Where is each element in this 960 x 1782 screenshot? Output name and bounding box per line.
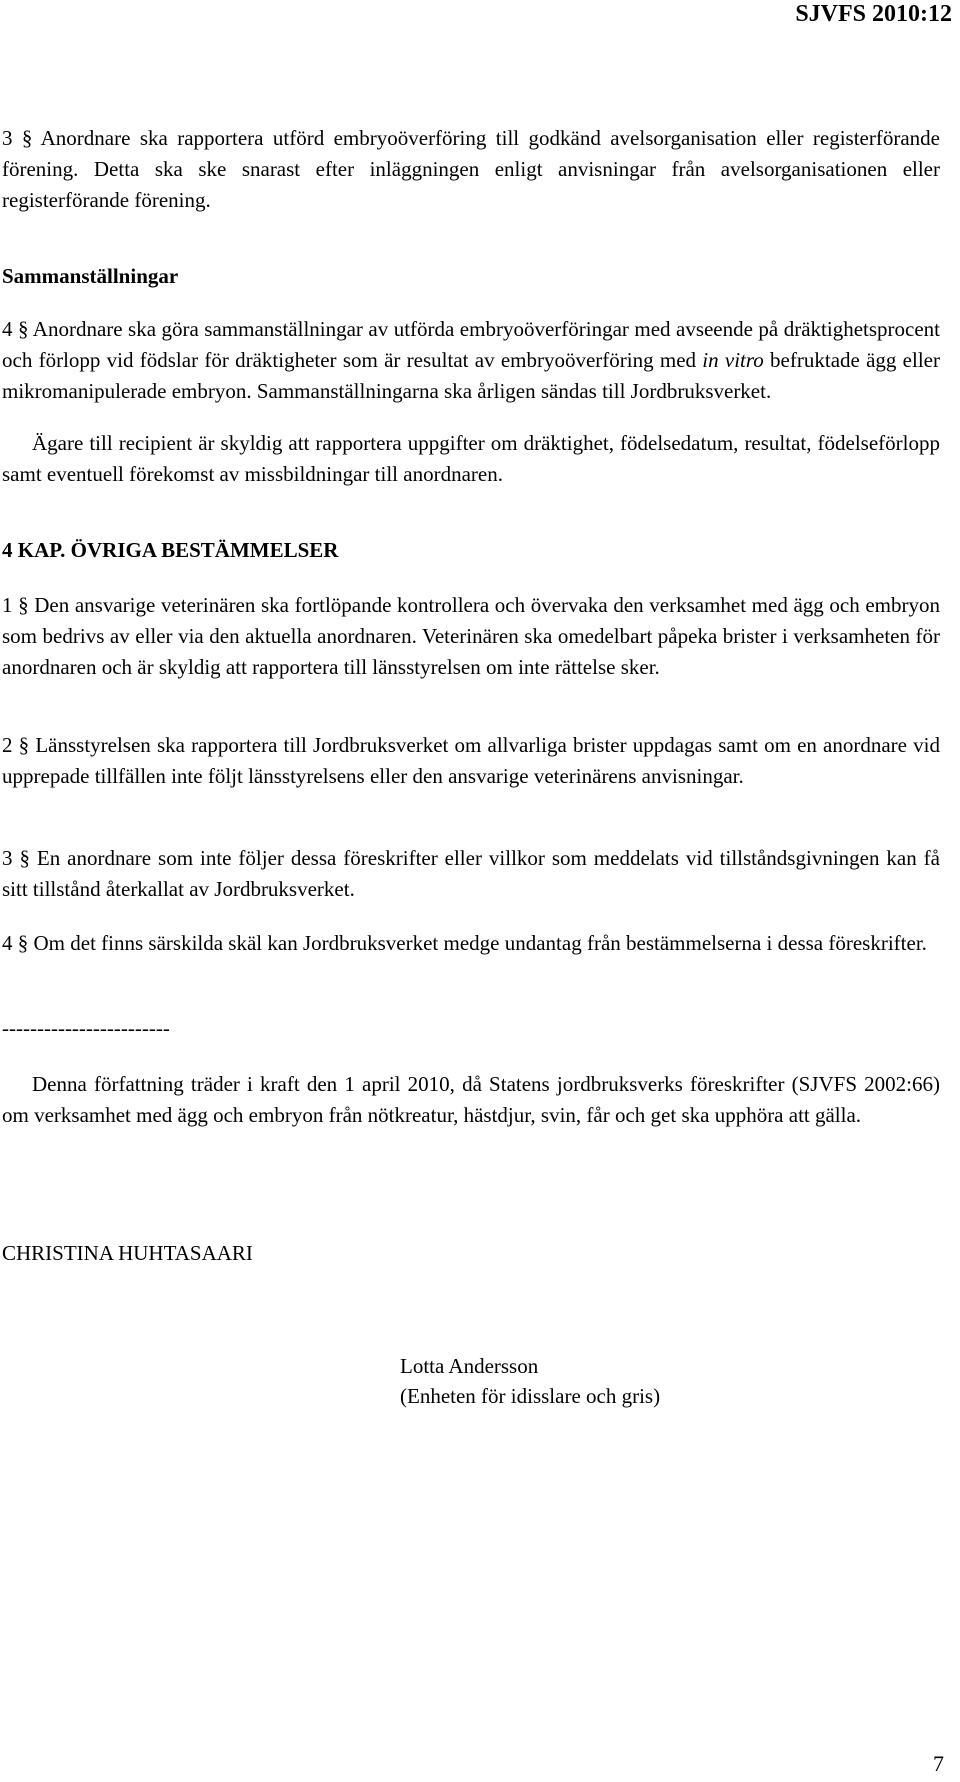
entry-into-force-paragraph: Denna författning träder i kraft den 1 april 2010, då Statens jordbruksverks föreskrifter (SJVFS 2002:66) om verksamhet med ägg och embryon från nötkreatur, hästdjur, svin, får och get ska upphöra att gälla. <box>2 1072 940 1127</box>
paragraph-3-reporting: 3 § Anordnare ska rapportera utförd embryoöverföring till godkänd avelsorganisation eller registerförande förening. Detta ska ske snarast efter inläggningen enligt anvisningar från avelsorganisationen eller registerförande förening. <box>2 126 940 212</box>
paragraph-4-owner-duty: Ägare till recipient är skyldig att rapportera uppgifter om dräktighet, födelsedatum, resultat, födelseförlopp samt eventuell förekomst av missbildningar till anordnaren. <box>2 431 940 486</box>
chapter-4-paragraph-1: 1 § Den ansvarige veterinären ska fortlöpande kontrollera och övervaka den verksamhet med ägg och embryon som bedrivs av eller via den aktuella anordnaren. Veterinären ska omedelbart påpeka brister i verksamheten för anordnaren och är skyldig att rapportera till länsstyrelsen om inte rättelse sker. <box>2 593 940 679</box>
paragraph-4-text-a: 4 § Anordnare ska göra sammanställningar av utförda embryoöverföringar med avseende på dräktighetsprocent och förlopp vid födslar för dräktigheter som är resultat av embryoöverföring med <box>2 317 940 372</box>
signatory-name: CHRISTINA HUHTASAARI <box>2 1241 253 1265</box>
document-id-header: SJVFS 2010:12 <box>795 1 952 27</box>
page-number: 7 <box>933 1751 944 1776</box>
chapter-4-paragraph-2: 2 § Länsstyrelsen ska rapportera till Jordbruksverket om allvarliga brister uppdagas samt om en anordnare vid upprepade tillfällen inte följt länsstyrelsens eller den ansvarige veterinärens anvisningar. <box>2 733 940 788</box>
heading-sammanstallningar: Sammanställningar <box>2 264 179 288</box>
cosigner-unit: (Enheten för idisslare och gris) <box>400 1384 661 1408</box>
cosigner-name: Lotta Andersson <box>400 1354 539 1378</box>
chapter-4-paragraph-4: 4 § Om det finns särskilda skäl kan Jordbruksverket medge undantag från bestämmelserna i dessa föreskrifter. <box>2 931 927 955</box>
paragraph-4-italic-in-vitro: in vitro <box>702 348 764 372</box>
paragraph-4-text-b: befruktade ägg eller mikromanipulerade embryon. Sammanställningarna ska årligen sändas till Jordbruksverket. <box>2 348 940 403</box>
separator-line: ------------------------ <box>2 1016 170 1040</box>
paragraph-4-compilations <box>2 314 940 407</box>
chapter-4-paragraph-3: 3 § En anordnare som inte följer dessa föreskrifter eller villkor som meddelats vid tillståndsgivningen kan få sitt tillstånd återkallat av Jordbruksverket. <box>2 846 940 901</box>
heading-chapter-4: 4 KAP. ÖVRIGA BESTÄMMELSER <box>2 538 339 562</box>
